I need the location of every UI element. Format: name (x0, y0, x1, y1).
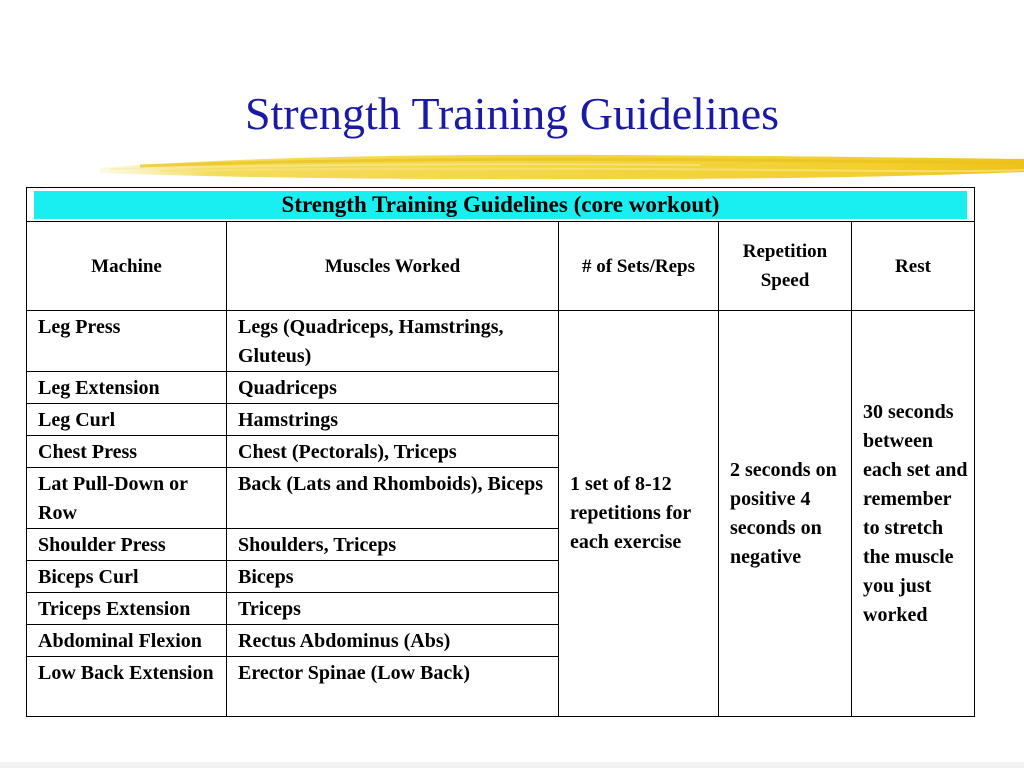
muscles-cell: Chest (Pectorals), Triceps (227, 436, 559, 468)
machine-cell: Chest Press (27, 436, 227, 468)
header-muscles-worked: Muscles Worked (227, 222, 559, 311)
table-caption: Strength Training Guidelines (core workout) (34, 191, 967, 219)
slide-bottom-band (0, 762, 1024, 768)
rest-cell: 30 seconds between each set and remember to stretch the muscle you just worked (852, 311, 975, 717)
table-row (27, 311, 975, 372)
muscles-cell: Biceps (227, 561, 559, 593)
machine-cell: Low Back Extension (27, 657, 227, 717)
table-caption-cell (27, 188, 975, 222)
muscles-cell: Legs (Quadriceps, Hamstrings, Gluteus) (227, 311, 559, 372)
muscles-cell: Quadriceps (227, 372, 559, 404)
muscles-cell: Rectus Abdominus (Abs) (227, 625, 559, 657)
header-rest: Rest (852, 222, 975, 311)
brush-stroke-divider (100, 146, 1024, 188)
machine-cell: Biceps Curl (27, 561, 227, 593)
machine-cell: Abdominal Flexion (27, 625, 227, 657)
muscles-cell: Back (Lats and Rhomboids), Biceps (227, 468, 559, 529)
header-sets-reps: # of Sets/Reps (559, 222, 719, 311)
slide-title: Strength Training Guidelines (244, 88, 780, 139)
header-machine: Machine (27, 222, 227, 311)
machine-cell: Lat Pull-Down or Row (27, 468, 227, 529)
repetition-speed-cell: 2 seconds on positive 4 seconds on negative (719, 311, 852, 717)
machine-cell: Leg Extension (27, 372, 227, 404)
muscles-cell: Hamstrings (227, 404, 559, 436)
muscles-cell: Erector Spinae (Low Back) (227, 657, 559, 717)
guidelines-table (26, 187, 975, 717)
muscles-cell: Shoulders, Triceps (227, 529, 559, 561)
header-repetition-speed: Repetition Speed (719, 222, 852, 311)
machine-cell: Leg Curl (27, 404, 227, 436)
machine-cell: Triceps Extension (27, 593, 227, 625)
sets-reps-cell: 1 set of 8-12 repetitions for each exercise (559, 311, 719, 717)
machine-cell: Leg Press (27, 311, 227, 372)
machine-cell: Shoulder Press (27, 529, 227, 561)
muscles-cell: Triceps (227, 593, 559, 625)
